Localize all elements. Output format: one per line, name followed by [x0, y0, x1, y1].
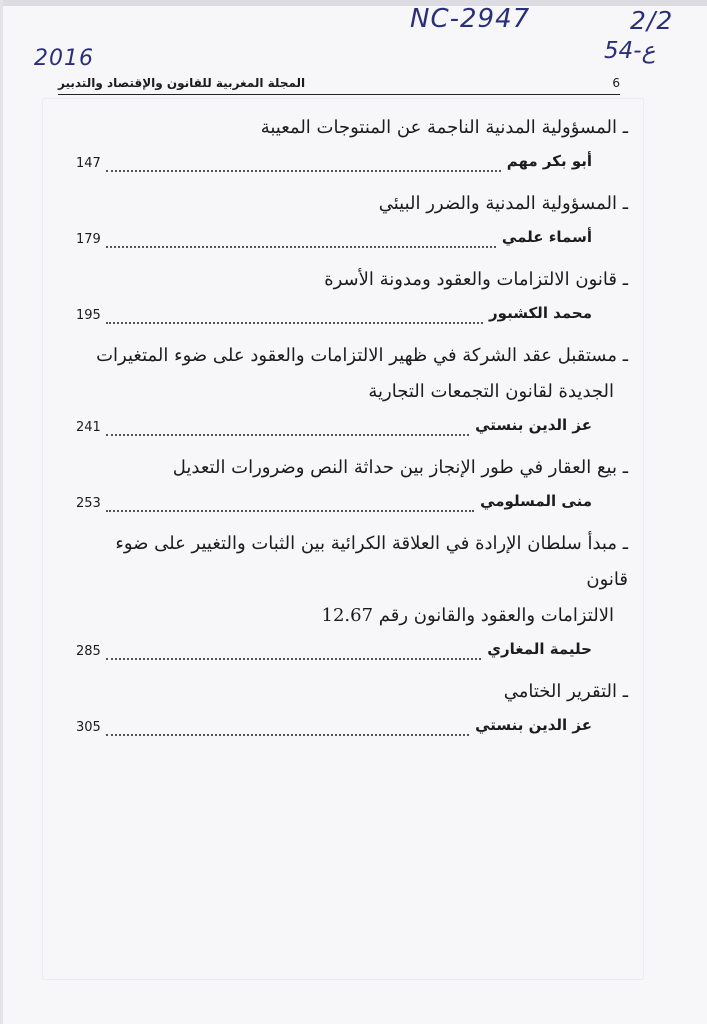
toc-entry-author: أسماء علمي: [501, 228, 592, 246]
toc-entry-author-row: [72, 410, 628, 446]
toc-entry-author-row: [72, 298, 628, 334]
toc-entry-author: محمد الكشبور: [489, 304, 592, 322]
toc-entry-author: منى المسلومي: [480, 492, 592, 510]
toc-entry-author: عز الدين بنستي: [475, 716, 592, 734]
toc-entry-page: 147: [76, 156, 101, 171]
scan-edge-top: [0, 0, 707, 6]
journal-title: المجلة المغربية للقانون والإقتصاد والتدبير: [58, 76, 306, 90]
toc-entry-author: أبو بكر مهم: [506, 152, 592, 170]
toc-entry-page: 305: [76, 720, 101, 735]
toc-entry-page: 285: [76, 644, 101, 659]
dot-leader: [106, 232, 496, 248]
toc-entry-title: ـ بيع العقار في طور الإنجاز بين حداثة النص وضرورات التعديل: [172, 457, 628, 478]
toc-entry: [72, 338, 628, 446]
toc-entry-title: الالتزامات والعقود والقانون رقم 12.67: [321, 605, 614, 626]
toc-entry-author: عز الدين بنستي: [475, 416, 592, 434]
toc-entry-author: حليمة المغاري: [487, 640, 592, 658]
toc-entry-title: ـ مستقبل عقد الشركة في ظهير الالتزامات والعقود على ضوء المتغيرات: [96, 345, 628, 366]
toc-entry: [72, 262, 628, 334]
dot-leader: [106, 644, 481, 660]
dot-leader: [106, 420, 469, 436]
toc-entry-author-row: [72, 222, 628, 258]
scan-edge-left: [0, 0, 3, 1024]
toc-entry-page: 195: [76, 308, 101, 323]
handwritten-reference: NC-2947: [410, 4, 531, 34]
toc-entry: [72, 110, 628, 182]
toc-entry-title: ـ المسؤولية المدنية والضرر البيئي: [378, 193, 628, 214]
dot-leader: [106, 496, 474, 512]
dot-leader: [106, 308, 483, 324]
handwritten-code: 54-ع: [604, 38, 656, 64]
toc-entry-page: 241: [76, 420, 101, 435]
table-of-contents: [72, 110, 628, 750]
toc-entry-title: ـ مبدأ سلطان الإرادة في العلاقة الكرائية بين الثبات والتغيير على ضوء قانون: [115, 533, 628, 590]
toc-entry-author-row: [72, 710, 628, 746]
toc-entry-title: ـ المسؤولية المدنية الناجمة عن المنتوجات المعيبة: [260, 117, 628, 138]
toc-entry-title: الجديدة لقانون التجمعات التجارية: [368, 381, 614, 402]
dot-leader: [106, 720, 469, 736]
toc-entry-page: 179: [76, 232, 101, 247]
dot-leader: [106, 156, 501, 172]
toc-entry-author-row: [72, 486, 628, 522]
toc-entry-author-row: [72, 634, 628, 670]
toc-entry: [72, 186, 628, 258]
toc-entry-title: ـ التقرير الختامي: [503, 681, 628, 702]
toc-entry: [72, 674, 628, 746]
running-header: [58, 64, 620, 95]
toc-entry: [72, 450, 628, 522]
toc-entry: [72, 526, 628, 670]
toc-entry-author-row: [72, 146, 628, 182]
toc-entry-page: 253: [76, 496, 101, 511]
page-number: 6: [612, 76, 620, 90]
handwritten-fraction: 2/2: [630, 6, 674, 35]
handwritten-year: 2016: [34, 46, 94, 71]
toc-entry-title: ـ قانون الالتزامات والعقود ومدونة الأسرة: [324, 269, 628, 290]
